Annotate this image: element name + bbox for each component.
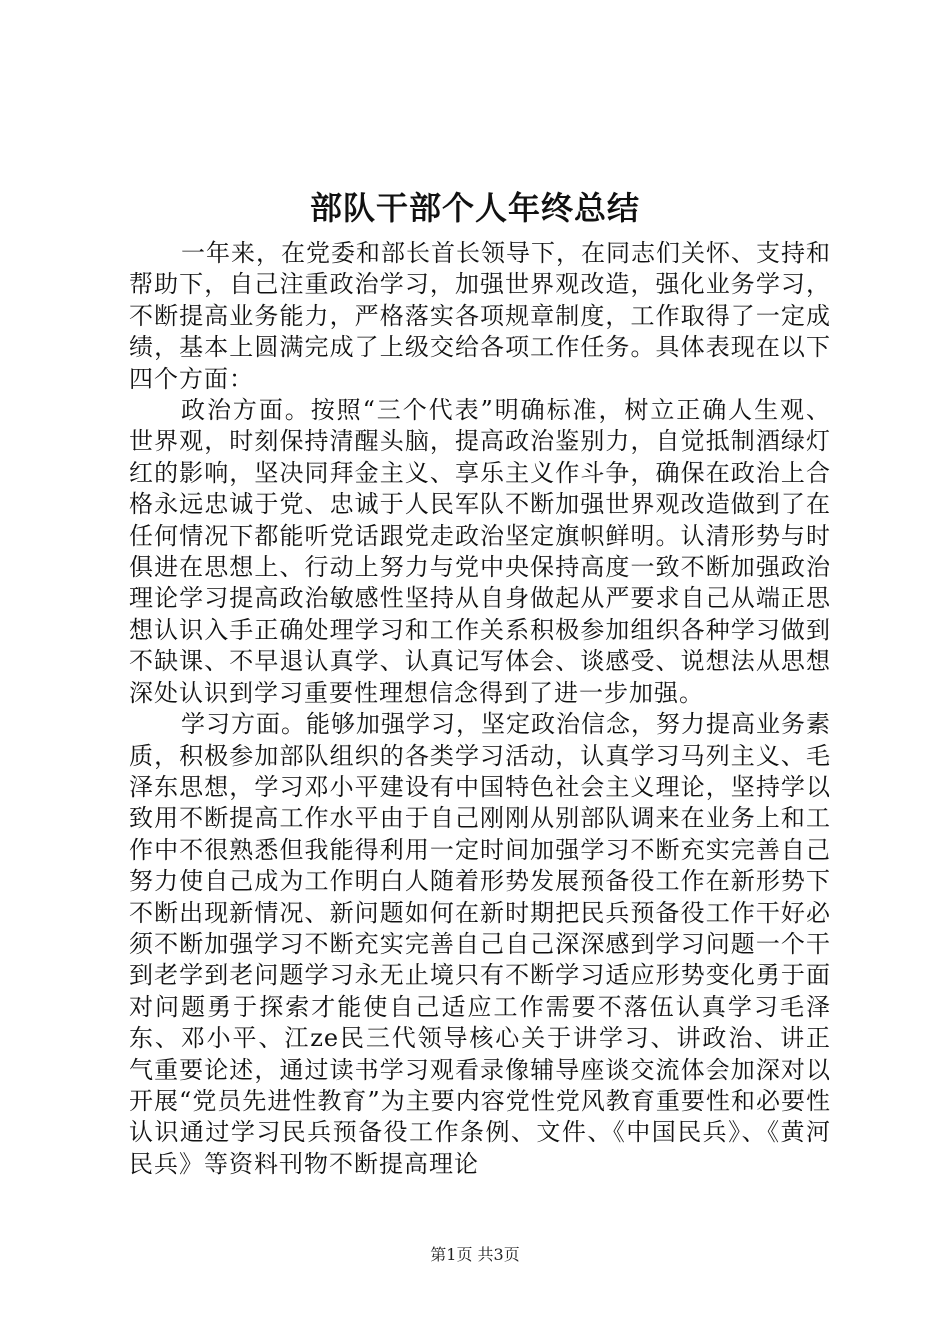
document-title: 部队干部个人年终总结: [309, 189, 640, 227]
page-footer: 第1页 共3页: [430, 1245, 520, 1264]
paragraph-study: 学习方面。能够加强学习，坚定政治信念，努力提高业务素质，积极参加部队组织的各类学习活动，认真学习马列主义、毛泽东思想，学习邓小平建设有中国特色社会主义理论，坚持学以致用不断提高工作水平由于自己刚刚从别部队调来在业务上和工作中不很熟悉但我能得利用一定时间加强学习不断充实完善自己努力使自己成为工作明白人随着形势发展预备役工作在新形势下不断出现新情况、新问题如何在新时期把民兵预备役工作干好必须不断加强学习不断充实完善自己自己深深感到学习问题一个干到老学到老问题学习永无止境只有不断学习适应形势变化勇于面对问题勇于探索才能使自己适应工作需要不落伍认真学习毛泽东、邓小平、江ze民三代领导核心关于讲学习、讲政治、讲正气重要论述，通过读书学习观看录像辅导座谈交流体会加深对以开展“党员先进性教育”为主要内容党性党风教育重要性和必要性认识通过学习民兵预备役工作条例、文件、《中国民兵》、《黄河民兵》等资料刊物不断提高理论: [129, 710, 831, 1178]
paragraph-politics: 政治方面。按照“三个代表”明确标准，树立正确人生观、世界观，时刻保持清醒头脑，提高政治鉴别力，自觉抵制酒绿灯红的影响，坚决同拜金主义、享乐主义作斗争，确保在政治上合格永远忠诚于党、忠诚于人民军队不断加强世界观改造做到了在任何情况下都能听党话跟党走政治坚定旗帜鲜明。认清形势与时俱进在思想上、行动上努力与党中央保持高度一致不断加强政治理论学习提高政治敏感性坚持从自身做起从严要求自己从端正思想认识入手正确处理学习和工作关系积极参加组织各种学习做到不缺课、不早退认真学、认真记写体会、谈感受、说想法从思想深处认识到学习重要性理想信念得到了进一步加强。: [129, 396, 831, 707]
document-body: [129, 238, 831, 1180]
paragraph-intro: 一年来，在党委和部长首长领导下，在同志们关怀、支持和帮助下，自己注重政治学习，加强世界观改造，强化业务学习，不断提高业务能力，严格落实各项规章制度，工作取得了一定成绩，基本上圆满完成了上级交给各项工作任务。具体表现在以下四个方面：: [129, 239, 831, 393]
